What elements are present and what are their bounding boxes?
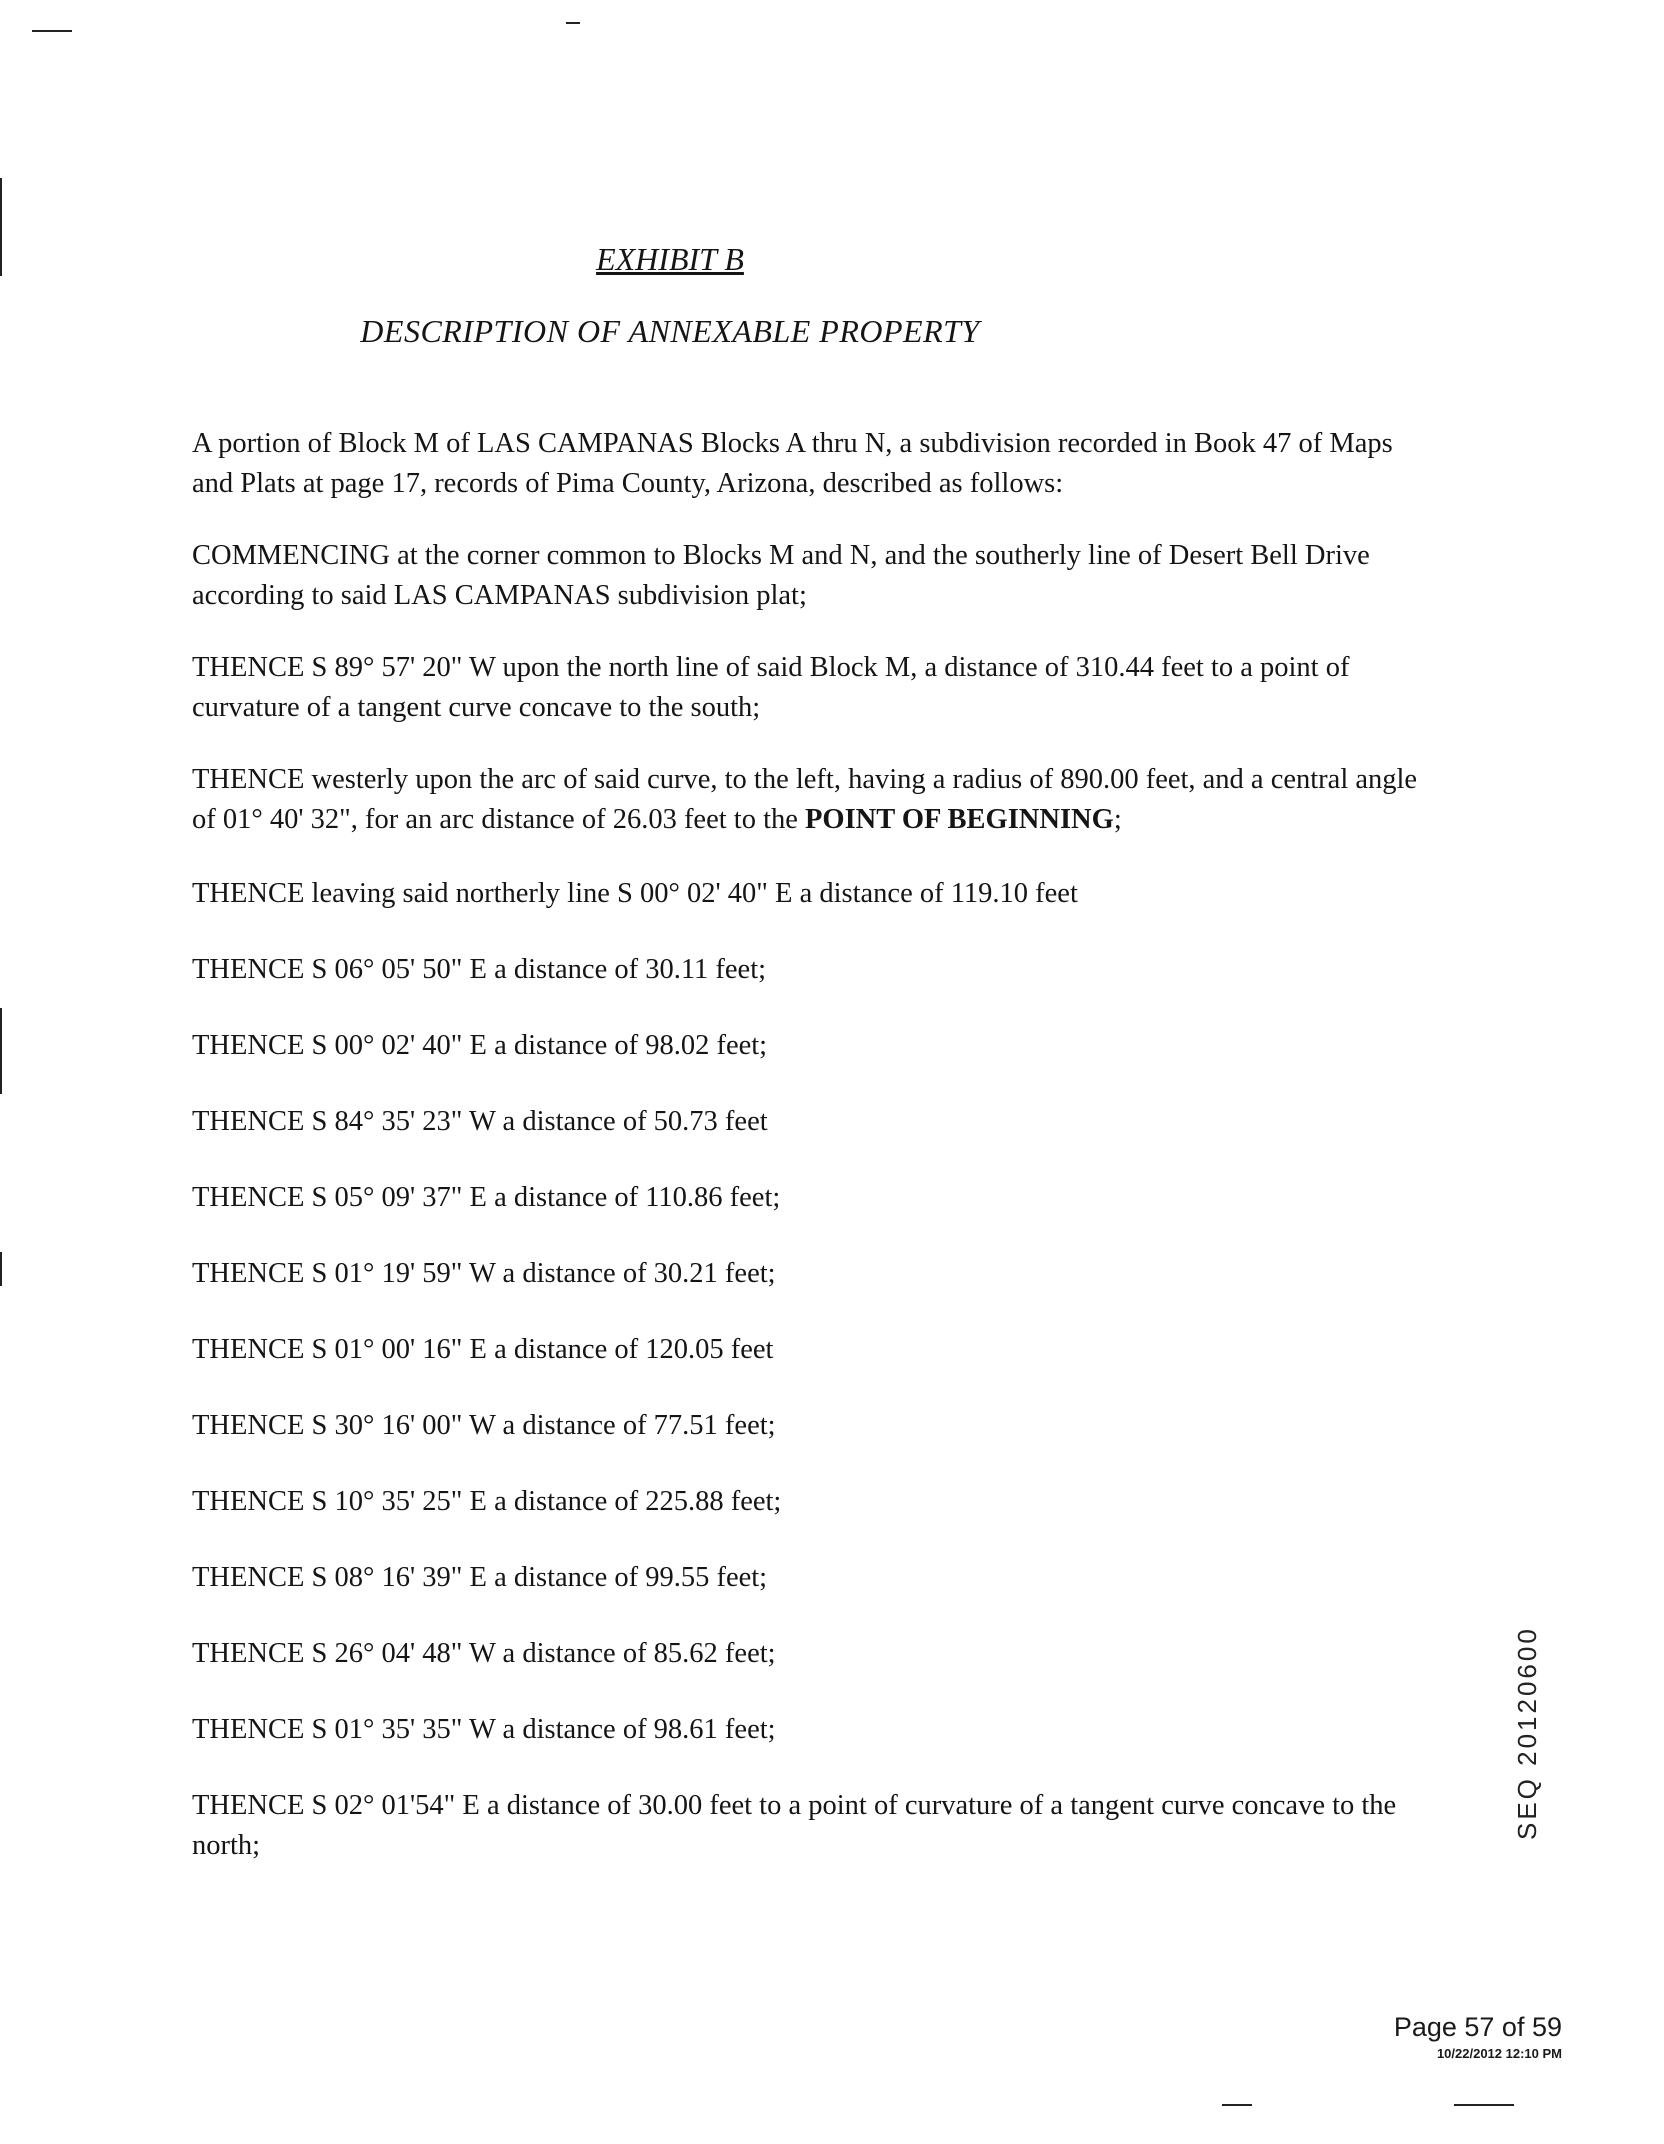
- point-of-beginning-label: POINT OF BEGINNING: [805, 804, 1114, 835]
- course-text: S 01° 19' 59" W a distance of 30.21 feet;: [304, 1258, 776, 1289]
- course-keyword: THENCE: [192, 1258, 305, 1289]
- scan-artifact-left-bar-3: [0, 1252, 2, 1286]
- commencing-paragraph: [192, 536, 1422, 616]
- course-text: S 30° 16' 00" W a distance of 77.51 feet;: [304, 1410, 776, 1441]
- commencing-keyword: COMMENCING: [192, 540, 390, 571]
- course-text: S 01° 35' 35" W a distance of 98.61 feet;: [304, 1714, 776, 1745]
- scan-artifact-bottom-2: [1454, 2104, 1514, 2106]
- exhibit-title: EXHIBIT B: [596, 241, 744, 277]
- course-keyword: THENCE: [192, 1486, 305, 1517]
- course-paragraph: [192, 1178, 1422, 1218]
- scan-artifact-bottom-1: [1222, 2104, 1252, 2106]
- course-keyword: THENCE: [192, 1334, 305, 1365]
- point-of-beginning-paragraph: [192, 760, 1422, 840]
- commencing-text: at the corner common to Blocks M and N, and the southerly line of Desert Bell Drive according to said LAS CAMPANAS subdivision plat;: [192, 540, 1370, 611]
- course-paragraph: [192, 1406, 1422, 1446]
- course-paragraph: [192, 874, 1422, 914]
- intro-paragraph: A portion of Block M of LAS CAMPANAS Blocks A thru N, a subdivision recorded in Book 47 of Maps and Plats at page 17, records of Pima County, Arizona, described as follows:: [192, 428, 1393, 499]
- page-number: Page 57 of 59: [1393, 2012, 1562, 2042]
- exhibit-subtitle: DESCRIPTION OF ANNEXABLE PROPERTY: [360, 313, 980, 349]
- course-keyword: THENCE: [192, 652, 305, 683]
- course-keyword: THENCE: [192, 1410, 305, 1441]
- course-paragraph: [192, 1330, 1422, 1370]
- course-keyword: THENCE: [192, 878, 305, 909]
- course-suffix: ;: [1113, 804, 1122, 835]
- course-keyword: THENCE: [192, 1182, 305, 1213]
- course-keyword: THENCE: [192, 1106, 305, 1137]
- course-text: S 84° 35' 23" W a distance of 50.73 feet: [304, 1106, 768, 1137]
- course-paragraph: [192, 1558, 1422, 1598]
- course-keyword: THENCE: [192, 1562, 305, 1593]
- course-paragraph: [192, 950, 1422, 990]
- course-text: S 00° 02' 40" E a distance of 98.02 feet;: [304, 1030, 768, 1061]
- course-text: S 10° 35' 25" E a distance of 225.88 feet;: [304, 1486, 782, 1517]
- course-keyword: THENCE: [192, 954, 305, 985]
- course-text: S 26° 04' 48" W a distance of 85.62 feet;: [304, 1638, 776, 1669]
- course-text: S 08° 16' 39" E a distance of 99.55 feet;: [304, 1562, 768, 1593]
- scan-artifact-top-center: [566, 22, 580, 24]
- course-paragraph: [192, 1634, 1422, 1674]
- course-paragraph: [192, 1482, 1422, 1522]
- course-text: S 89° 57' 20" W upon the north line of said Block M, a distance of 310.44 feet to a point of curvature of a tangent curve concave to the south;: [192, 652, 1350, 723]
- course-keyword: THENCE: [192, 1790, 305, 1821]
- course-paragraph: [192, 648, 1422, 728]
- course-text: S 01° 00' 16" E a distance of 120.05 feet: [304, 1334, 774, 1365]
- print-timestamp: 10/22/2012 12:10 PM: [1436, 2046, 1562, 2061]
- scan-artifact-left-bar-2: [0, 1008, 2, 1094]
- course-text: leaving said northerly line S 00° 02' 40" E a distance of 119.10 feet: [304, 878, 1078, 909]
- recording-stamp: [1510, 1520, 1546, 1840]
- course-paragraph: [192, 1254, 1422, 1294]
- course-text: S 05° 09' 37" E a distance of 110.86 feet;: [304, 1182, 781, 1213]
- course-paragraph: [192, 1710, 1422, 1750]
- scan-artifact-top-left: [32, 30, 72, 32]
- course-keyword: THENCE: [192, 764, 305, 795]
- course-paragraph: [192, 1102, 1422, 1142]
- course-keyword: THENCE: [192, 1030, 305, 1061]
- course-text: S 06° 05' 50" E a distance of 30.11 feet;: [304, 954, 767, 985]
- course-keyword: THENCE: [192, 1638, 305, 1669]
- course-paragraph: [192, 1026, 1422, 1066]
- recording-stamp-text: SEQ 20120600: [1512, 1626, 1542, 1840]
- course-text: S 02° 01'54" E a distance of 30.00 feet to a point of curvature of a tangent curve concave to the north;: [192, 1790, 1397, 1861]
- course-keyword: THENCE: [192, 1714, 305, 1745]
- course-text: westerly upon the arc of said curve, to the left, having a radius of 890.00 feet, and a central angle of 01° 40' 32", for an arc distance of 26.03 feet to the: [192, 764, 1418, 835]
- course-paragraph: [192, 1786, 1422, 1866]
